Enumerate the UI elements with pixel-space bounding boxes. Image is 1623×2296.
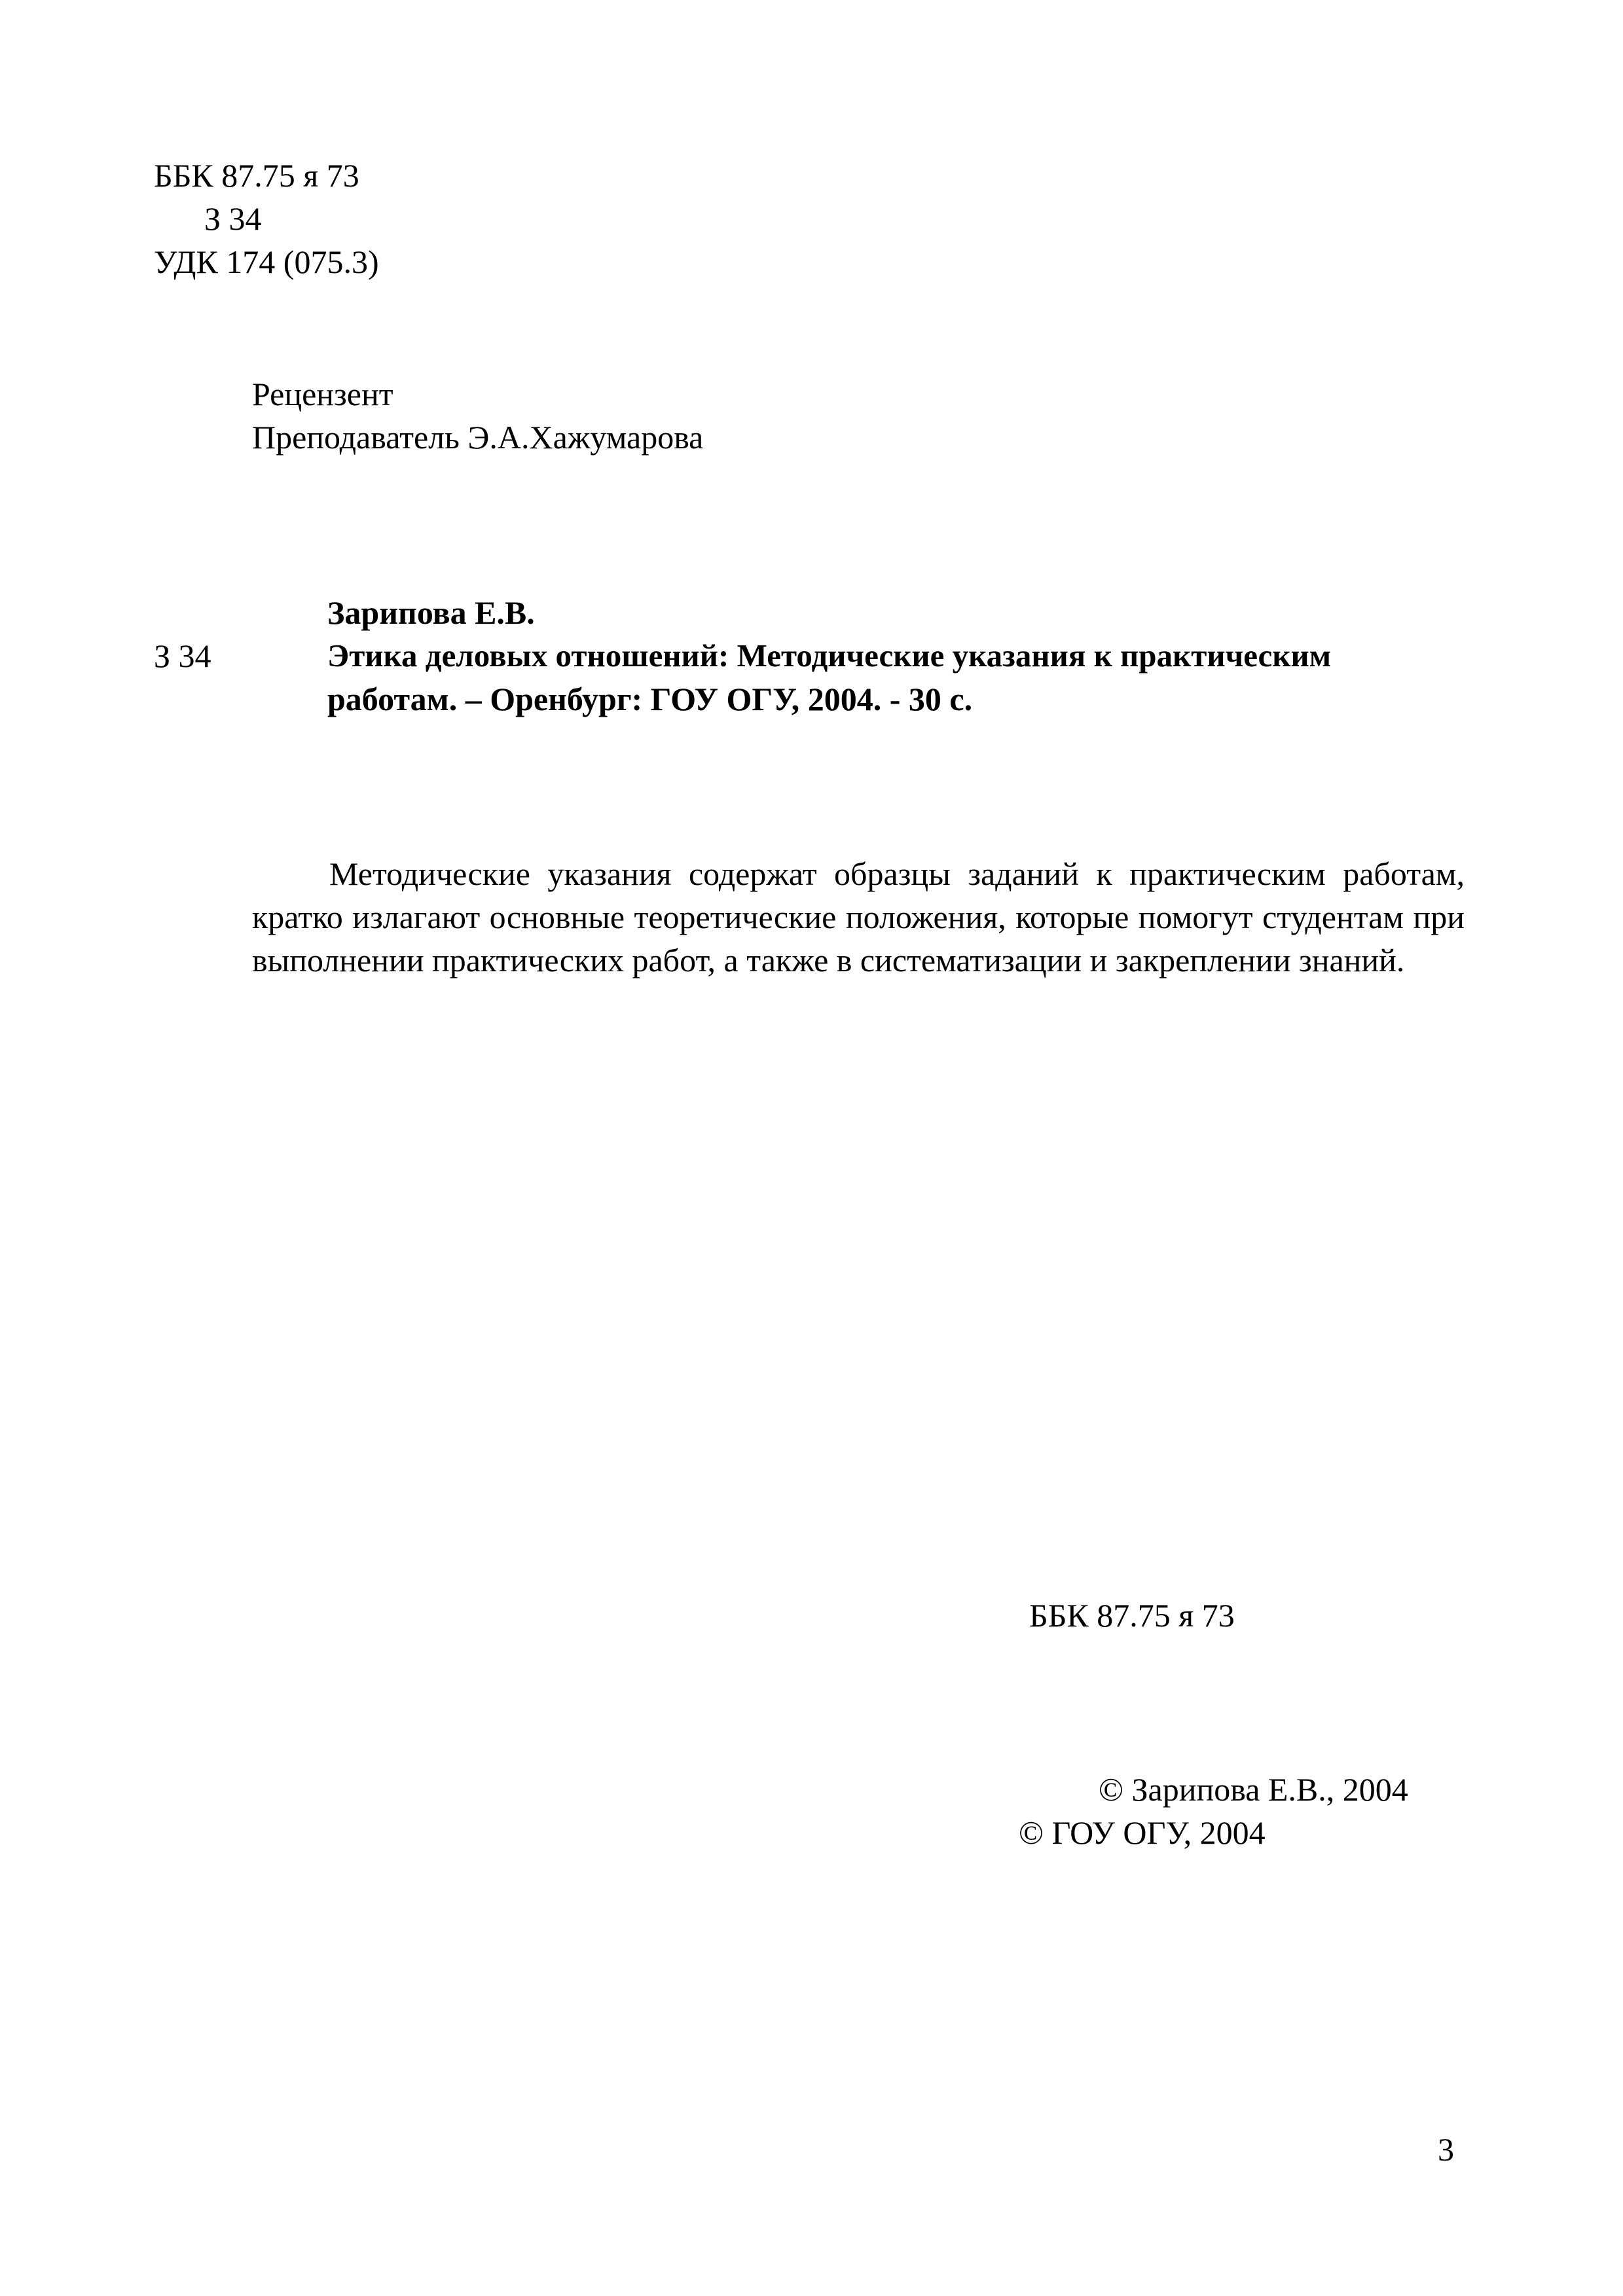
- record-author-mark: З 34: [154, 637, 211, 674]
- record-title-line-2: работам. – Оренбург: ГОУ ОГУ, 2004. - 30 с.: [327, 681, 973, 717]
- reviewer-name: Преподаватель Э.А.Хажумарова: [252, 419, 704, 456]
- page-number: 3: [1438, 2131, 1454, 2168]
- udk-index: УДК 174 (075.3): [154, 243, 379, 280]
- copyright-author: © Зарипова Е.В., 2004: [1099, 1771, 1408, 1808]
- abstract-text: Методические указания содержат образцы заданий к практическим работам, кратко излагают основные теоретические положения, которые помогут студентам при выполнении практических работ, а также в систематизации и закреплении знаний.: [252, 855, 1465, 978]
- record-author: Зарипова Е.В.: [327, 594, 535, 631]
- reviewer-label: Рецензент: [252, 376, 393, 412]
- bottom-bbk-index: ББК 87.75 я 73: [1029, 1597, 1235, 1634]
- record-title-line-1: Этика деловых отношений: Методические указания к практическим: [327, 637, 1332, 673]
- author-mark: З 34: [204, 200, 262, 237]
- abstract: [252, 852, 1465, 982]
- bbk-index: ББК 87.75 я 73: [154, 157, 359, 194]
- copyright-publisher: © ГОУ ОГУ, 2004: [1019, 1814, 1266, 1851]
